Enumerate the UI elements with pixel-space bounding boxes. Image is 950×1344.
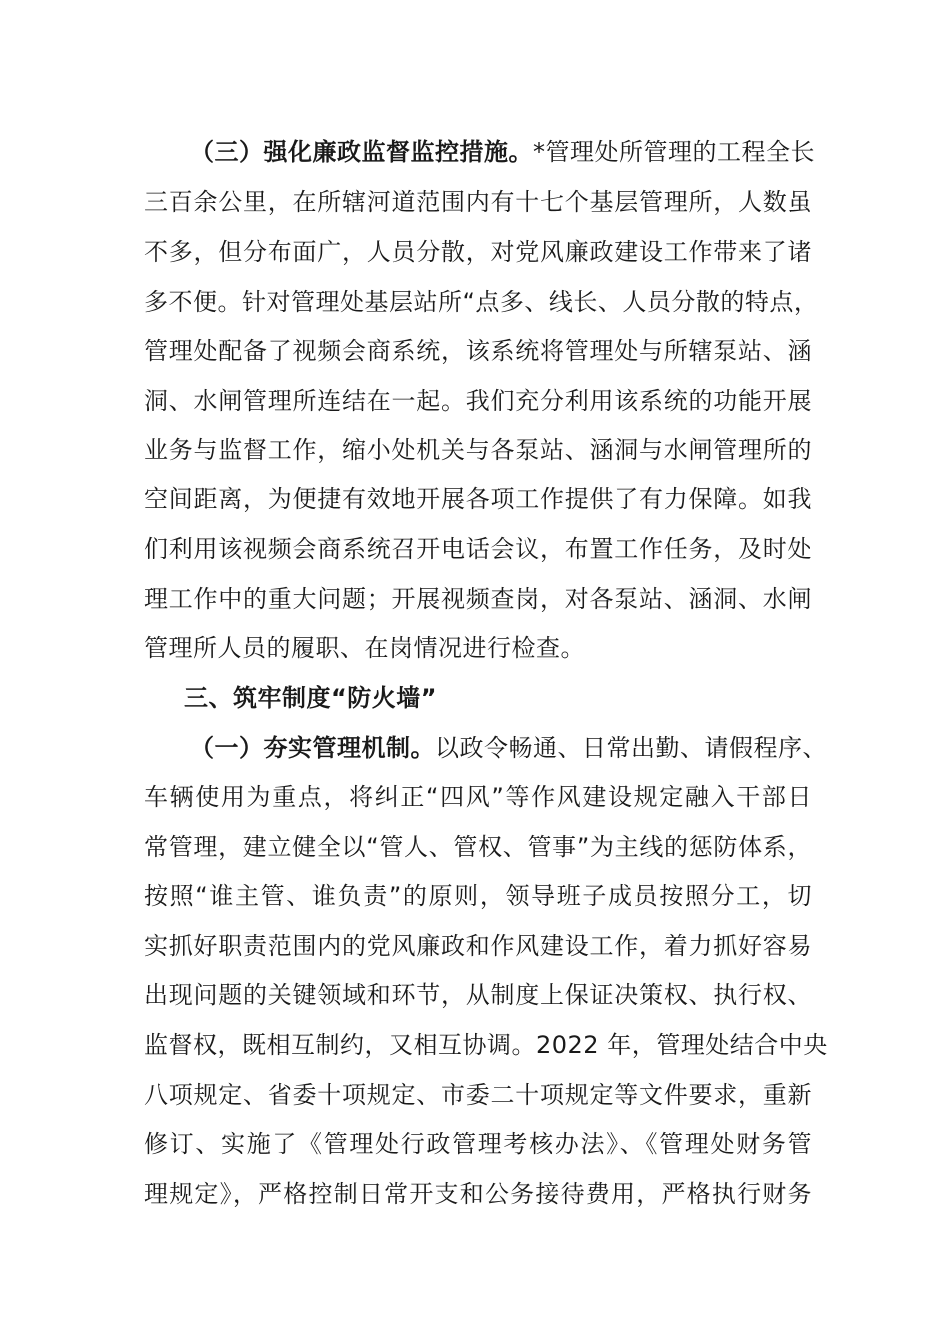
paragraph-line: 不多，但分布面广，人员分散，对党风廉政建设工作带来了诸	[144, 238, 812, 266]
paragraph-line: 理工作中的重大问题；开展视频查岗，对各泵站、涵洞、水闸	[144, 585, 812, 613]
section-heading: （一）夯实管理机制。	[190, 734, 435, 762]
paragraph-line: 多不便。针对管理处基层站所“点多、线长、人员分散的特点，	[144, 288, 819, 316]
paragraph-text: *管理处所管理的工程全长	[533, 138, 815, 166]
paragraph-line: 车辆使用为重点，将纠正“四风”等作风建设规定融入干部日	[144, 783, 812, 811]
paragraph-line: 洞、水闸管理所连结在一起。我们充分利用该系统的功能开展	[144, 387, 812, 415]
paragraph-line: 八项规定、省委十项规定、市委二十项规定等文件要求，重新	[144, 1081, 812, 1109]
paragraph-line: 按照“谁主管、谁负责”的原则，领导班子成员按照分工，切	[144, 882, 812, 910]
paragraph-line: 管理处配备了视频会商系统，该系统将管理处与所辖泵站、涵	[144, 337, 812, 365]
paragraph-line: 实抓好职责范围内的党风廉政和作风建设工作，着力抓好容易	[144, 932, 812, 960]
paragraph-line: 业务与监督工作，缩小处机关与各泵站、涵洞与水闸管理所的	[144, 436, 812, 464]
paragraph-line	[190, 127, 815, 177]
paragraph-line: 监督权，既相互制约，又相互协调。2022 年，管理处结合中央	[144, 1031, 828, 1059]
paragraph-line: 空间距离，为便捷有效地开展各项工作提供了有力保障。如我	[144, 485, 812, 513]
paragraph-text: 以政令畅通、日常出勤、请假程序、	[435, 734, 827, 762]
paragraph-line: 理规定》，严格控制日常开支和公务接待费用，严格执行财务	[144, 1180, 812, 1208]
paragraph-line: 常管理，建立健全以“管人、管权、管事”为主线的惩防体系，	[144, 833, 812, 861]
paragraph-line: 出现问题的关键领域和环节，从制度上保证决策权、执行权、	[144, 981, 812, 1009]
paragraph-line: 修订、实施了《管理处行政管理考核办法》、《管理处财务管	[144, 1130, 812, 1158]
chapter-heading: 三、筑牢制度“防火墙”	[184, 684, 438, 712]
paragraph-line: 们利用该视频会商系统召开电话会议，布置工作任务，及时处	[144, 535, 812, 563]
paragraph-line	[190, 723, 827, 773]
paragraph-line: 三百余公里，在所辖河道范围内有十七个基层管理所，人数虽	[144, 188, 812, 216]
paragraph-line: 管理所人员的履职、在岗情况进行检查。	[144, 634, 585, 662]
section-heading: （三）强化廉政监督监控措施。	[190, 138, 533, 166]
